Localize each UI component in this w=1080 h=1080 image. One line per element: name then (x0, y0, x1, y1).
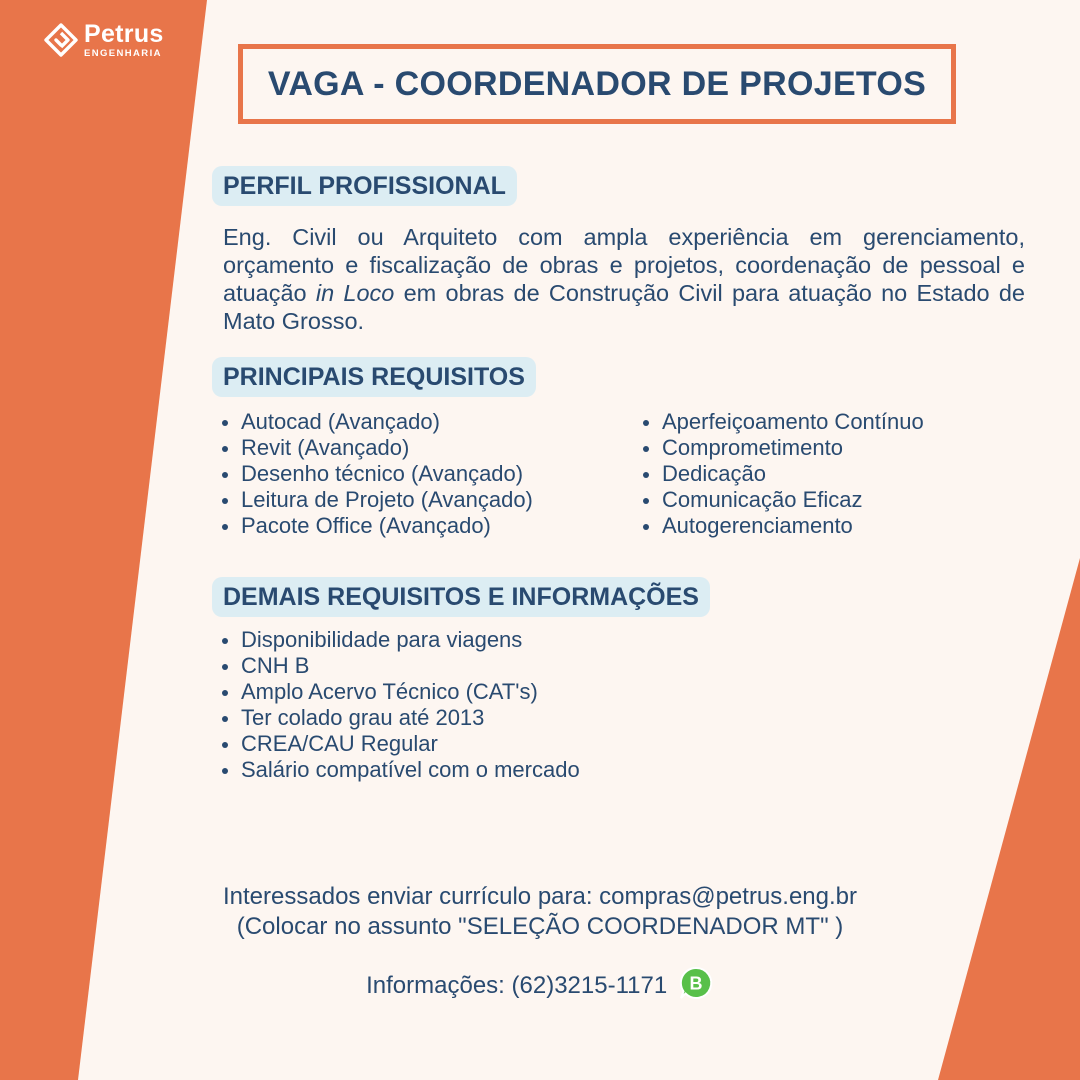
list-item: Comprometimento (640, 435, 924, 461)
list-item: Leitura de Projeto (Avançado) (219, 487, 533, 513)
list-item: Dedicação (640, 461, 924, 487)
list-item: Desenho técnico (Avançado) (219, 461, 533, 487)
list-item: Salário compatível com o mercado (219, 757, 580, 783)
profile-heading: PERFIL PROFISSIONAL (212, 166, 517, 206)
list-item: CREA/CAU Regular (219, 731, 580, 757)
phone-text: Informações: (62)3215-1171 (366, 972, 668, 999)
profile-text-italic: in Loco (315, 280, 395, 306)
requirements-list-left (219, 409, 533, 539)
list-item: Aperfeiçoamento Contínuo (640, 409, 924, 435)
requirements-list-right (640, 409, 924, 539)
contact-block (0, 882, 1080, 942)
contact-email-line: Interessados enviar currículo para: compras@petrus.eng.br (223, 883, 857, 910)
page-title: VAGA - COORDENADOR DE PROJETOS (267, 64, 927, 103)
other-list (219, 627, 580, 783)
list-item: Pacote Office (Avançado) (219, 513, 533, 539)
requirements-heading: PRINCIPAIS REQUISITOS (212, 357, 536, 397)
list-item: CNH B (219, 653, 580, 679)
list-item: Revit (Avançado) (219, 435, 533, 461)
profile-text (223, 223, 1025, 335)
brand-logo (44, 22, 164, 59)
list-item: Autogerenciamento (640, 513, 924, 539)
phone-line (0, 966, 1080, 1006)
whatsapp-business-icon (678, 965, 714, 1001)
list-item: Disponibilidade para viagens (219, 627, 580, 653)
profile-text-start: Eng. Civil ou Arquiteto com ampla experiência em gerenciamento, orçamento e fiscalização de obras e projetos, coordenação de pessoal e atuação (223, 224, 1025, 306)
brand-subtitle: ENGENHARIA (84, 48, 162, 59)
profile-text-end: em obras de Construção Civil para atuação no Estado de Mato Grosso. (223, 280, 1026, 334)
whatsapp-letter: B (689, 973, 703, 994)
petrus-diamond-icon (44, 23, 78, 57)
title-box (238, 44, 956, 124)
list-item: Amplo Acervo Técnico (CAT's) (219, 679, 580, 705)
brand-name: Petrus (84, 20, 164, 48)
contact-subject-line: (Colocar no assunto "SELEÇÃO COORDENADOR MT" ) (236, 913, 844, 940)
list-item: Comunicação Eficaz (640, 487, 924, 513)
list-item: Ter colado grau até 2013 (219, 705, 580, 731)
list-item: Autocad (Avançado) (219, 409, 533, 435)
other-heading: DEMAIS REQUISITOS E INFORMAÇÕES (212, 577, 710, 617)
